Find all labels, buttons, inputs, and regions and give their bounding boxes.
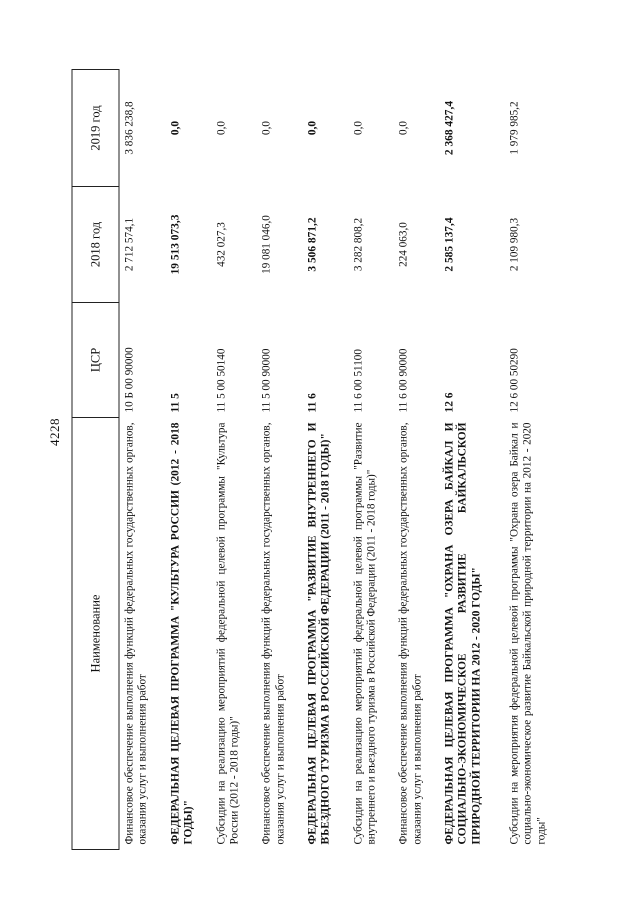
table-body (119, 70, 569, 850)
table-row (211, 70, 256, 850)
row-code-cell: 11 5 00 90000 (260, 348, 273, 413)
row-code-cell: 10 Б 00 90000 (123, 347, 136, 413)
row-name-cell: Субсидии на реализацию мероприятий федеральной целевой программы "Культура России (2012 - 2018 годы)" (215, 422, 241, 845)
row-value-2019-cell: 0,0 (169, 120, 182, 136)
table-row (257, 70, 302, 850)
row-value-2019-cell: 0,0 (397, 121, 410, 135)
row-value-2018-cell: 2 712 574,1 (123, 217, 136, 272)
row-value-2018-cell: 3 506 871,2 (306, 217, 319, 272)
row-value-2019-cell: 0,0 (215, 121, 228, 135)
table-row (302, 70, 348, 850)
row-name-cell: Субсидии на реализацию мероприятий федеральной целевой программы "Развитие внутреннего и въездного туризма в Российской Федерации (2011 - 2018 годы)" (352, 422, 378, 845)
row-value-2019-cell: 2 368 427,4 (443, 100, 456, 156)
row-name-cell: Финансовое обеспечение выполнения функций федеральных государственных органов, оказания услуг и выполнения работ (123, 422, 149, 845)
table-row (394, 70, 439, 850)
row-code-cell: 11 6 00 51100 (352, 349, 365, 413)
row-name-cell: Финансовое обеспечение выполнения функций федеральных государственных органов, оказания услуг и выполнения работ (260, 422, 287, 845)
row-code-cell: 12 6 00 50290 (508, 348, 521, 413)
row-value-2018-cell: 432 027,3 (215, 222, 228, 267)
row-code-cell: 11 5 00 50140 (215, 348, 228, 413)
row-value-2018-cell: 224 063,0 (397, 222, 410, 267)
row-value-2018-cell: 2 585 137,4 (443, 217, 456, 272)
row-code-cell: 11 5 (169, 393, 182, 413)
table-row (165, 70, 211, 850)
table-row (119, 70, 165, 850)
row-code-cell: 11 6 00 90000 (397, 348, 410, 413)
budget-table-wrapper (72, 70, 569, 850)
header-year-2018: 2018 год (72, 187, 119, 303)
row-name-cell: Субсидии на мероприятия федеральной целевой программы "Охрана озера Байкал и социально-экономическое развитие Байкальской природной территории на 2012 - 2020 годы" (508, 422, 548, 845)
row-name-cell: ФЕДЕРАЛЬНАЯ ЦЕЛЕВАЯ ПРОГРАММА "КУЛЬТУРА РОССИИ (2012 - 2018 ГОДЫ)" (169, 422, 195, 845)
table-row (439, 70, 504, 850)
row-value-2019-cell: 0,0 (306, 120, 319, 136)
row-value-2018-cell: 19 081 046,0 (260, 215, 273, 274)
row-value-2019-cell: 1 979 985,2 (508, 101, 521, 155)
row-value-2019-cell: 0,0 (260, 121, 273, 135)
row-value-2019-cell: 0,0 (352, 121, 365, 135)
table-row (348, 70, 393, 850)
row-name-cell: Финансовое обеспечение выполнения функций федеральных государственных органов, оказания услуг и выполнения работ (397, 422, 424, 845)
table-header-row (72, 70, 119, 850)
header-year-2019: 2019 год (72, 70, 119, 187)
row-name-cell: ФЕДЕРАЛЬНАЯ ЦЕЛЕВАЯ ПРОГРАММА "РАЗВИТИЕ ВНУТРЕННЕГО И ВЪЕЗДНОГО ТУРИЗМА В РОССИЙСКОЙ ФЕДЕРАЦИИ (2011 - 2018 ГОДЫ)" (306, 422, 332, 845)
row-code-cell: 12 6 (443, 392, 456, 413)
row-code-cell: 11 6 (306, 393, 319, 413)
row-value-2018-cell: 3 282 808,2 (352, 217, 365, 272)
row-value-2018-cell: 2 109 980,3 (508, 217, 521, 272)
budget-table (72, 69, 569, 850)
header-name: Наименование (72, 418, 119, 850)
row-value-2019-cell: 3 836 238,8 (123, 101, 136, 155)
row-name-cell: ФЕДЕРАЛЬНАЯ ЦЕЛЕВАЯ ПРОГРАММА "ОХРАНА ОЗЕРА БАЙКАЛ И СОЦИАЛЬНО-ЭКОНОМИЧЕСКОЕ РАЗВИТИЕ БАЙКАЛЬСКОЙ ПРИРОДНОЙ ТЕРРИТОРИИ НА 2012 - 2020 ГОДЫ" (443, 422, 483, 845)
page-number: 4228 (47, 418, 62, 446)
row-value-2018-cell: 19 513 073,3 (169, 214, 182, 275)
table-row (504, 70, 568, 850)
header-code: ЦСР (72, 303, 119, 418)
